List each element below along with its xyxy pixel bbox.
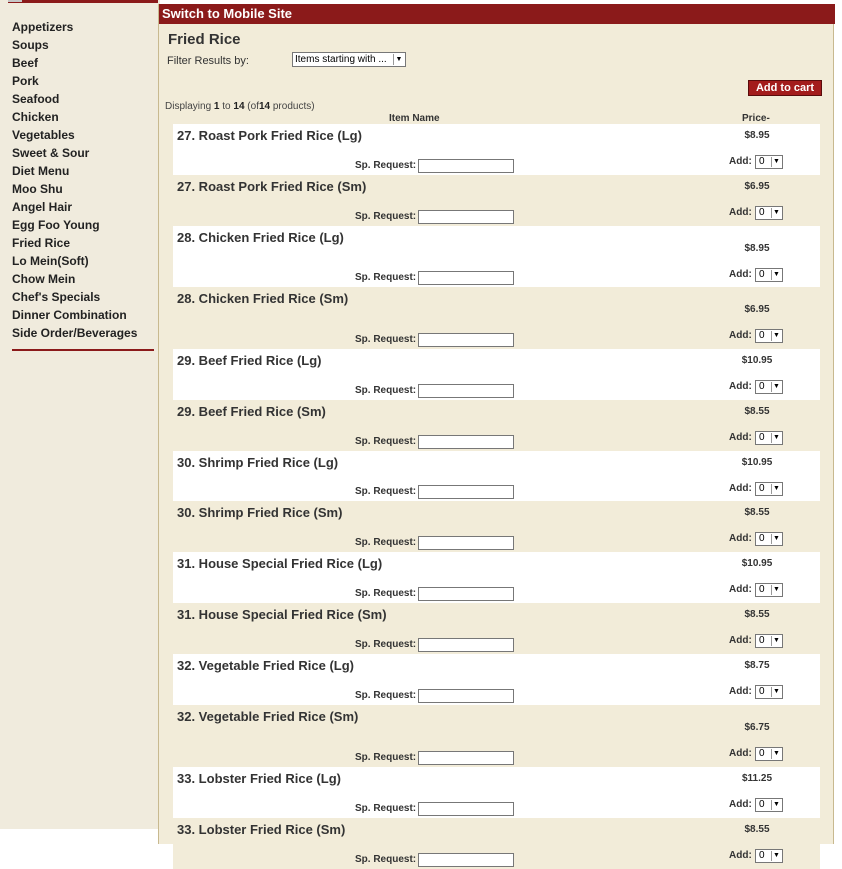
quantity-select[interactable] (755, 583, 783, 597)
add-quantity-label: Add: (729, 483, 752, 494)
sidebar-divider (12, 349, 154, 351)
add-quantity-label: Add: (729, 584, 752, 595)
sidebar-item-side-order-beverages[interactable]: Side Order/Beverages (12, 326, 138, 340)
product-name: 33. Lobster Fried Rice (Sm) (177, 822, 346, 837)
product-row (173, 552, 820, 603)
product-row (173, 287, 820, 349)
add-quantity-label: Add: (729, 207, 752, 218)
special-request-label: Sp. Request: (355, 211, 417, 222)
sidebar-item-fried-rice[interactable]: Fried Rice (12, 236, 71, 250)
quantity-select[interactable] (755, 155, 783, 169)
product-name: 30. Shrimp Fried Rice (Lg) (177, 455, 339, 470)
product-price: $8.55 (744, 824, 770, 835)
filter-dropdown-value: Items starting with ... (295, 54, 387, 65)
product-price: $10.95 (741, 558, 773, 569)
quantity-value: 0 (759, 635, 765, 646)
special-request-label: Sp. Request: (355, 639, 417, 650)
chevron-down-icon: ▼ (771, 270, 781, 280)
chevron-down-icon: ▼ (771, 382, 781, 392)
product-row (173, 175, 820, 226)
product-name: 32. Vegetable Fried Rice (Lg) (177, 658, 354, 673)
product-row (173, 226, 820, 287)
product-price: $6.75 (744, 722, 770, 733)
filter-dropdown[interactable] (292, 52, 406, 67)
special-request-label: Sp. Request: (355, 803, 417, 814)
product-name: 29. Beef Fried Rice (Sm) (177, 404, 326, 419)
chevron-down-icon: ▼ (393, 54, 404, 65)
quantity-value: 0 (759, 269, 765, 280)
product-row (173, 349, 820, 400)
product-row (173, 767, 820, 818)
add-quantity-label: Add: (729, 330, 752, 341)
sidebar-item-moo-shu[interactable]: Moo Shu (12, 182, 63, 196)
displaying-of: (of (247, 101, 259, 112)
product-price: $10.95 (741, 355, 773, 366)
special-request-label: Sp. Request: (355, 160, 417, 171)
special-request-input[interactable] (418, 384, 514, 398)
quantity-select[interactable] (755, 685, 783, 699)
quantity-value: 0 (759, 584, 765, 595)
special-request-label: Sp. Request: (355, 334, 417, 345)
chevron-down-icon: ▼ (771, 331, 781, 341)
product-price: $8.95 (744, 130, 770, 141)
product-price: $10.95 (741, 457, 773, 468)
product-name: 30. Shrimp Fried Rice (Sm) (177, 505, 343, 520)
product-row (173, 451, 820, 501)
special-request-label: Sp. Request: (355, 272, 417, 283)
product-name: 32. Vegetable Fried Rice (Sm) (177, 709, 359, 724)
add-quantity-label: Add: (729, 635, 752, 646)
displaying-suffix: products) (272, 101, 315, 112)
special-request-label: Sp. Request: (355, 690, 417, 701)
add-quantity-label: Add: (729, 381, 752, 392)
quantity-value: 0 (759, 330, 765, 341)
sidebar-item-egg-foo-young[interactable]: Egg Foo Young (12, 218, 100, 232)
category-sidebar (12, 18, 157, 342)
product-price: $8.55 (744, 507, 770, 518)
product-price: $11.25 (741, 773, 773, 784)
sidebar-item-chow-mein[interactable]: Chow Mein (12, 272, 76, 286)
special-request-input[interactable] (418, 159, 514, 173)
sidebar-item-pork[interactable]: Pork (12, 74, 39, 88)
sidebar-item-beef[interactable]: Beef (12, 56, 39, 70)
quantity-select[interactable] (755, 268, 783, 282)
product-price: $8.55 (744, 406, 770, 417)
special-request-label: Sp. Request: (355, 752, 417, 763)
product-name: 31. House Special Fried Rice (Sm) (177, 607, 387, 622)
filter-label: Filter Results by: (167, 55, 249, 67)
quantity-value: 0 (759, 533, 765, 544)
chevron-down-icon: ▼ (771, 208, 781, 218)
product-row (173, 818, 820, 869)
sidebar-item-diet-menu[interactable]: Diet Menu (12, 164, 70, 178)
quantity-select[interactable] (755, 634, 783, 648)
special-request-label: Sp. Request: (355, 537, 417, 548)
add-quantity-label: Add: (729, 850, 752, 861)
special-request-input[interactable] (418, 333, 514, 347)
quantity-value: 0 (759, 483, 765, 494)
product-price: $6.95 (744, 304, 770, 315)
special-request-input[interactable] (418, 536, 514, 550)
displaying-total: 14 (258, 101, 271, 112)
sidebar-item-dinner-combination[interactable]: Dinner Combination (12, 308, 127, 322)
product-name: 27. Roast Pork Fried Rice (Sm) (177, 179, 367, 194)
special-request-label: Sp. Request: (355, 486, 417, 497)
special-request-label: Sp. Request: (355, 436, 417, 447)
product-row (173, 705, 820, 767)
add-quantity-label: Add: (729, 156, 752, 167)
quantity-value: 0 (759, 686, 765, 697)
top-accent-bar (8, 0, 158, 3)
displaying-from: 1 (213, 101, 220, 112)
special-request-input[interactable] (418, 689, 514, 703)
quantity-value: 0 (759, 156, 765, 167)
special-request-input[interactable] (418, 587, 514, 601)
product-row (173, 124, 820, 175)
special-request-input[interactable] (418, 751, 514, 765)
column-header-price: Price- (742, 113, 770, 124)
quantity-select[interactable] (755, 380, 783, 394)
chevron-down-icon: ▼ (771, 636, 781, 646)
special-request-label: Sp. Request: (355, 854, 417, 865)
sidebar-item-vegetables[interactable]: Vegetables (12, 128, 75, 142)
quantity-select[interactable] (755, 849, 783, 863)
special-request-input[interactable] (418, 638, 514, 652)
displaying-to: 14 (233, 101, 245, 112)
chevron-down-icon: ▼ (771, 534, 781, 544)
chevron-down-icon: ▼ (771, 800, 781, 810)
displaying-prefix: Displaying (165, 101, 212, 112)
special-request-label: Sp. Request: (355, 385, 417, 396)
switch-to-mobile-link[interactable]: Switch to Mobile Site (159, 4, 835, 24)
product-row (173, 501, 820, 552)
sidebar-item-sweet-sour[interactable]: Sweet & Sour (12, 146, 90, 160)
page-title: Fried Rice (168, 31, 241, 48)
quantity-select[interactable] (755, 532, 783, 546)
special-request-label: Sp. Request: (355, 588, 417, 599)
quantity-value: 0 (759, 432, 765, 443)
product-name: 33. Lobster Fried Rice (Lg) (177, 771, 341, 786)
sidebar-item-chef-s-specials[interactable]: Chef's Specials (12, 290, 101, 304)
product-price: $6.95 (744, 181, 770, 192)
chevron-down-icon: ▼ (771, 433, 781, 443)
column-header-item-name: Item Name (389, 113, 440, 124)
quantity-value: 0 (759, 799, 765, 810)
sidebar-item-seafood[interactable]: Seafood (12, 92, 60, 106)
quantity-value: 0 (759, 381, 765, 392)
special-request-input[interactable] (418, 435, 514, 449)
quantity-select[interactable] (755, 431, 783, 445)
sidebar-item-chicken[interactable]: Chicken (12, 110, 59, 124)
main-panel (158, 4, 834, 865)
sidebar-item-appetizers[interactable]: Appetizers (12, 20, 74, 34)
quantity-select[interactable] (755, 482, 783, 496)
quantity-value: 0 (759, 748, 765, 759)
add-quantity-label: Add: (729, 799, 752, 810)
quantity-select[interactable] (755, 798, 783, 812)
chevron-down-icon: ▼ (771, 851, 781, 861)
chevron-down-icon: ▼ (771, 157, 781, 167)
special-request-input[interactable] (418, 271, 514, 285)
displaying-count (165, 101, 315, 112)
add-quantity-label: Add: (729, 269, 752, 280)
special-request-input[interactable] (418, 802, 514, 816)
add-quantity-label: Add: (729, 686, 752, 697)
chevron-down-icon: ▼ (771, 484, 781, 494)
top-accent-mark (8, 0, 22, 2)
sidebar-item-lo-mein-soft[interactable]: Lo Mein(Soft) (12, 254, 89, 268)
add-to-cart-button[interactable]: Add to cart (748, 80, 822, 96)
product-name: 27. Roast Pork Fried Rice (Lg) (177, 128, 362, 143)
product-name: 31. House Special Fried Rice (Lg) (177, 556, 383, 571)
sidebar-item-angel-hair[interactable]: Angel Hair (12, 200, 73, 214)
add-quantity-label: Add: (729, 533, 752, 544)
chevron-down-icon: ▼ (771, 687, 781, 697)
product-name: 28. Chicken Fried Rice (Lg) (177, 230, 344, 245)
special-request-input[interactable] (418, 853, 514, 867)
add-quantity-label: Add: (729, 748, 752, 759)
quantity-value: 0 (759, 207, 765, 218)
displaying-to-word: to (222, 101, 231, 112)
product-name: 29. Beef Fried Rice (Lg) (177, 353, 322, 368)
quantity-select[interactable] (755, 747, 783, 761)
product-row (173, 400, 820, 451)
add-quantity-label: Add: (729, 432, 752, 443)
special-request-input[interactable] (418, 210, 514, 224)
product-row (173, 603, 820, 654)
quantity-select[interactable] (755, 206, 783, 220)
product-price: $8.95 (744, 243, 770, 254)
chevron-down-icon: ▼ (771, 749, 781, 759)
sidebar-item-soups[interactable]: Soups (12, 38, 49, 52)
quantity-value: 0 (759, 850, 765, 861)
product-list (173, 124, 820, 869)
product-name: 28. Chicken Fried Rice (Sm) (177, 291, 349, 306)
product-row (173, 654, 820, 705)
special-request-input[interactable] (418, 485, 514, 499)
chevron-down-icon: ▼ (771, 585, 781, 595)
quantity-select[interactable] (755, 329, 783, 343)
product-price: $8.55 (744, 609, 770, 620)
product-price: $8.75 (744, 660, 770, 671)
